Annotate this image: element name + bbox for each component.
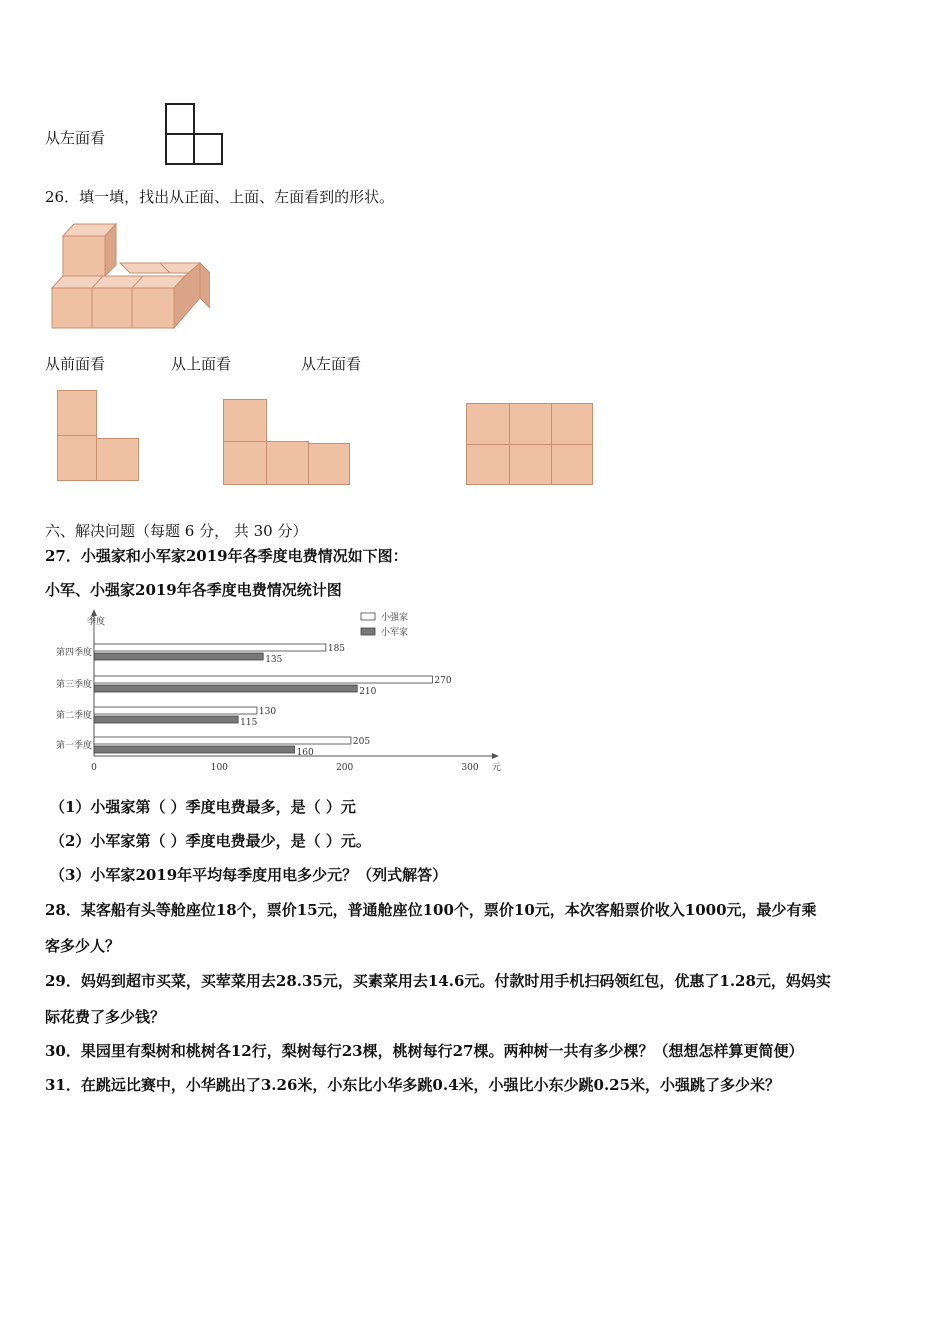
q28-line2: 客多少人？ (45, 937, 121, 955)
q27-sub2: （2）小军家第（ ）季度电费最少，是（ ）元。 (50, 832, 371, 850)
x-tick-label: 300 (461, 763, 479, 773)
front-view-square (57, 390, 97, 436)
legend-swatch-xiaojun (361, 628, 375, 635)
category-label: 第一季度 (55, 741, 92, 751)
top-view-square (223, 399, 267, 442)
view-label-front: 从前面看 (45, 355, 106, 373)
front-view-square (96, 438, 139, 481)
electricity-bar-chart (40, 608, 520, 778)
side-view-square (466, 403, 510, 445)
q31-line1: 31．在跳远比赛中，小华跳出了3.26米，小东比小华多跳0.4米，小强比小东少跳0.25米，小强跳了多少米？ (45, 1076, 781, 1094)
legend-swatch-xiaoqiang (361, 613, 375, 620)
left-view-square-bottom-left (165, 133, 195, 165)
q29-line2: 际花费了多少钱？ (45, 1008, 166, 1026)
q28-line1: 28．某客船有头等舱座位18个，票价15元，普通舱座位100个，票价10元，本次客船票价收入1000元，最少有乘 (45, 901, 817, 919)
bar-xiaojun (94, 716, 238, 723)
side-view-square (466, 444, 510, 485)
y-axis-arrow (91, 609, 97, 616)
q26-title: 26．填一填，找出从正面、上面、左面看到的形状。 (45, 188, 395, 206)
side-view-square (551, 403, 593, 445)
bar-xiaoqiang (94, 737, 351, 744)
top-view-square (308, 443, 350, 485)
data-label: 115 (240, 718, 258, 728)
x-axis-arrow (492, 753, 499, 759)
side-view-square (509, 403, 552, 445)
category-label: 第三季度 (55, 680, 92, 690)
bar-xiaoqiang (94, 676, 432, 683)
left-view-square-top (165, 103, 195, 135)
side-view-square (509, 444, 552, 485)
bar-xiaojun (94, 685, 357, 692)
legend-label-xiaoqiang: 小强家 (381, 613, 409, 623)
q27-sub3: （3）小军家2019年平均每季度用电多少元？（列式解答） (50, 866, 448, 884)
y-axis-label: 季度 (87, 617, 106, 627)
data-label: 160 (296, 748, 314, 758)
side-view-square (551, 444, 593, 485)
legend-label-xiaojun: 小军家 (381, 628, 409, 638)
data-label: 135 (265, 655, 283, 665)
data-label: 210 (359, 687, 377, 697)
left-view-label: 从左面看 (45, 129, 106, 147)
section6-title: 六、解决问题（每题 6 分， 共 30 分） (45, 522, 308, 540)
q29-line1: 29．妈妈到超市买菜，买荤菜用去28.35元，买素菜用去14.6元。付款时用手机扫码领红包，优惠了1.28元，妈妈实 (45, 972, 831, 990)
top-view-square (266, 441, 309, 485)
category-label: 第四季度 (55, 648, 92, 658)
x-tick-label: 200 (336, 763, 354, 773)
x-axis-label: 元 (492, 763, 502, 773)
q30-line1: 30．果园里有梨树和桃树各12行，梨树每行23棵，桃树每行27棵。两种树一共有多少棵？（想想怎样算更简便） (45, 1042, 804, 1060)
category-label: 第二季度 (55, 711, 92, 721)
bar-xiaojun (94, 746, 295, 753)
top-view-square (223, 441, 267, 485)
view-label-left: 从左面看 (301, 355, 362, 373)
bar-xiaoqiang (94, 707, 257, 714)
q27-sub1: （1）小强家第（ ）季度电费最多，是（ ）元 (50, 798, 356, 816)
front-view-square (57, 435, 97, 481)
bar-xiaojun (94, 653, 263, 660)
data-label: 130 (258, 707, 277, 717)
x-tick-label: 0 (91, 763, 97, 773)
data-label: 270 (434, 676, 452, 686)
left-view-square-bottom-right (193, 133, 223, 165)
data-label: 185 (327, 644, 346, 654)
view-label-top: 从上面看 (171, 355, 232, 373)
x-tick-label: 100 (210, 763, 228, 773)
cube-stack-figure (50, 218, 210, 333)
data-label: 205 (352, 737, 371, 747)
q27-chart-caption: 小军、小强家2019年各季度电费情况统计图 (45, 581, 342, 599)
bar-xiaoqiang (94, 644, 326, 651)
q27-title: 27．小强家和小军家2019年各季度电费情况如下图： (45, 547, 408, 565)
